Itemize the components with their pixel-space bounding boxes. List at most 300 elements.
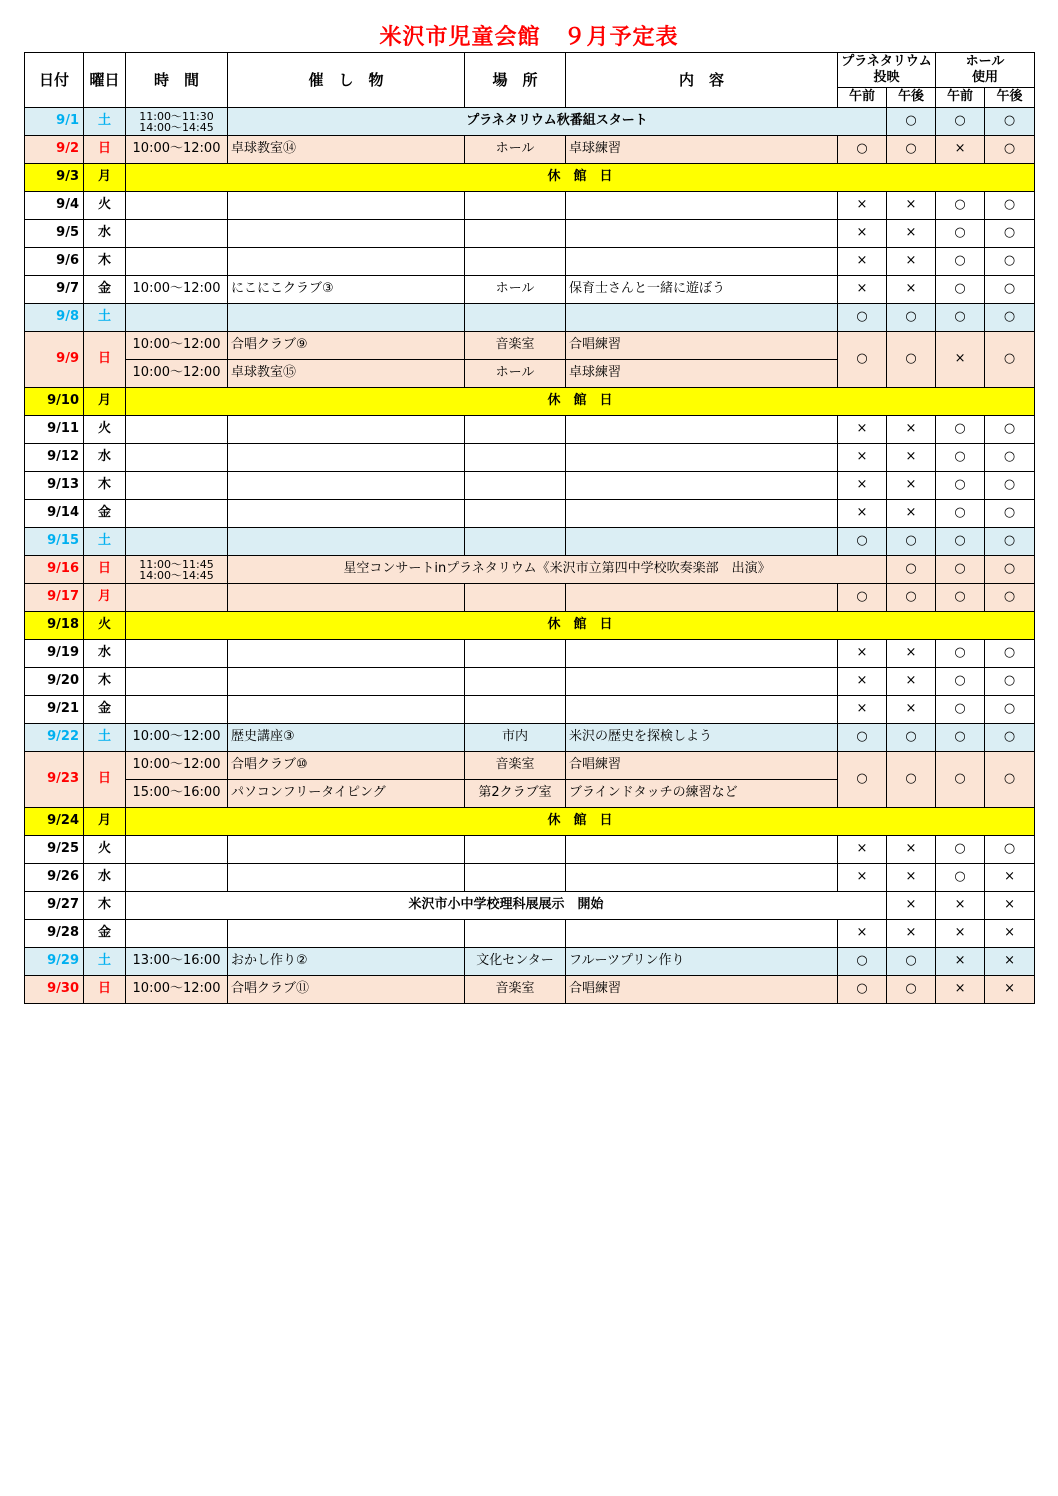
weekday-cell: 日 <box>84 752 126 808</box>
hall-pm-mark: ○ <box>985 640 1035 668</box>
header-planetarium-am: 午前 <box>838 87 887 107</box>
date-cell: 9/18 <box>25 612 84 640</box>
planetarium-pm-mark: × <box>887 248 936 276</box>
time-cell <box>126 472 228 500</box>
planetarium-am-mark: × <box>838 640 887 668</box>
weekday-cell: 木 <box>84 472 126 500</box>
event-cell: 合唱クラブ⑨ <box>228 332 465 360</box>
time-cell: 10:00～12:00 <box>126 976 228 1004</box>
schedule-table <box>24 52 1035 1004</box>
date-cell: 9/17 <box>25 584 84 612</box>
planetarium-pm-mark: × <box>887 416 936 444</box>
planetarium-am-mark: ○ <box>887 108 936 136</box>
planetarium-am-mark: × <box>838 220 887 248</box>
planetarium-pm-mark: × <box>887 192 936 220</box>
date-cell: 9/7 <box>25 276 84 304</box>
header-hall: ホール 使用 <box>936 53 1035 88</box>
header-planetarium-pm: 午後 <box>887 87 936 107</box>
content-cell <box>566 640 838 668</box>
planetarium-pm-mark: × <box>887 836 936 864</box>
planetarium-pm-mark: ○ <box>936 108 985 136</box>
content-cell: 卓球練習 <box>566 136 838 164</box>
weekday-cell: 木 <box>84 248 126 276</box>
schedule-row <box>25 864 1035 892</box>
content-cell <box>566 220 838 248</box>
weekday-cell: 土 <box>84 528 126 556</box>
time-cell: 10:00～12:00 <box>126 136 228 164</box>
header-event: 催 し 物 <box>228 53 465 108</box>
planetarium-am-mark: × <box>838 248 887 276</box>
schedule-row <box>25 668 1035 696</box>
weekday-cell: 火 <box>84 836 126 864</box>
hall-am-mark: ○ <box>936 416 985 444</box>
hall-pm-mark: ○ <box>985 472 1035 500</box>
weekday-cell: 木 <box>84 892 126 920</box>
event-cell: にこにこクラブ③ <box>228 276 465 304</box>
hall-pm-mark: ○ <box>985 752 1035 808</box>
date-cell: 9/10 <box>25 388 84 416</box>
content-cell <box>566 528 838 556</box>
time-cell: 10:00～12:00 <box>126 724 228 752</box>
hall-pm-mark: × <box>985 948 1035 976</box>
hall-am-mark: ○ <box>985 556 1035 584</box>
time-cell <box>126 500 228 528</box>
planetarium-pm-mark: × <box>887 640 936 668</box>
hall-am-mark: ○ <box>936 220 985 248</box>
weekday-cell: 日 <box>84 976 126 1004</box>
closed-label: 休 館 日 <box>126 612 1035 640</box>
event-banner: 米沢市小中学校理科展展示 開始 <box>126 892 887 920</box>
planetarium-am-mark: × <box>838 416 887 444</box>
content-cell <box>566 668 838 696</box>
schedule-row <box>25 500 1035 528</box>
date-cell: 9/8 <box>25 304 84 332</box>
schedule-row <box>25 332 1035 360</box>
time-cell <box>126 192 228 220</box>
content-cell <box>566 584 838 612</box>
place-cell <box>465 304 566 332</box>
planetarium-am-mark: × <box>838 500 887 528</box>
place-cell: ホール <box>465 276 566 304</box>
hall-am-mark: ○ <box>936 500 985 528</box>
planetarium-am-mark: × <box>838 864 887 892</box>
place-cell <box>465 444 566 472</box>
planetarium-am-mark: × <box>838 696 887 724</box>
schedule-row <box>25 472 1035 500</box>
time-cell <box>126 584 228 612</box>
planetarium-am-mark: × <box>838 444 887 472</box>
date-cell: 9/29 <box>25 948 84 976</box>
date-cell: 9/21 <box>25 696 84 724</box>
weekday-cell: 土 <box>84 724 126 752</box>
closed-label: 休 館 日 <box>126 388 1035 416</box>
date-cell: 9/27 <box>25 892 84 920</box>
time-cell: 10:00～12:00 <box>126 752 228 780</box>
hall-am-mark: ○ <box>936 528 985 556</box>
event-cell <box>228 836 465 864</box>
event-cell <box>228 668 465 696</box>
place-cell <box>465 584 566 612</box>
date-cell: 9/14 <box>25 500 84 528</box>
closed-label: 休 館 日 <box>126 164 1035 192</box>
hall-am-mark: ○ <box>936 192 985 220</box>
hall-am-mark: ○ <box>936 864 985 892</box>
planetarium-am-mark: ○ <box>838 332 887 388</box>
place-cell <box>465 668 566 696</box>
hall-pm-mark: ○ <box>985 528 1035 556</box>
place-cell <box>465 472 566 500</box>
schedule-row <box>25 304 1035 332</box>
event-cell <box>228 472 465 500</box>
event-cell: 合唱クラブ⑪ <box>228 976 465 1004</box>
schedule-row <box>25 836 1035 864</box>
schedule-row <box>25 528 1035 556</box>
time-cell <box>126 668 228 696</box>
planetarium-am-mark: ○ <box>838 724 887 752</box>
place-cell <box>465 416 566 444</box>
event-cell <box>228 696 465 724</box>
schedule-row <box>25 640 1035 668</box>
planetarium-am-mark: × <box>838 472 887 500</box>
event-cell <box>228 640 465 668</box>
time-cell <box>126 248 228 276</box>
place-cell <box>465 640 566 668</box>
place-cell: 文化センター <box>465 948 566 976</box>
weekday-cell: 水 <box>84 864 126 892</box>
time-cell <box>126 864 228 892</box>
weekday-cell: 火 <box>84 416 126 444</box>
date-cell: 9/28 <box>25 920 84 948</box>
hall-pm-mark: × <box>985 920 1035 948</box>
weekday-cell: 月 <box>84 808 126 836</box>
date-cell: 9/12 <box>25 444 84 472</box>
planetarium-pm-mark: × <box>887 444 936 472</box>
hall-am-mark: ○ <box>936 584 985 612</box>
planetarium-pm-mark: × <box>887 696 936 724</box>
date-cell: 9/13 <box>25 472 84 500</box>
content-cell <box>566 500 838 528</box>
hall-pm-mark: ○ <box>985 500 1035 528</box>
planetarium-am-mark: × <box>838 192 887 220</box>
place-cell <box>465 528 566 556</box>
date-cell: 9/26 <box>25 864 84 892</box>
date-cell: 9/19 <box>25 640 84 668</box>
place-cell <box>465 500 566 528</box>
planetarium-pm-mark: × <box>887 220 936 248</box>
planetarium-pm-mark: ○ <box>887 332 936 388</box>
hall-am-mark: ○ <box>936 276 985 304</box>
weekday-cell: 土 <box>84 948 126 976</box>
weekday-cell: 金 <box>84 500 126 528</box>
planetarium-am-mark: ○ <box>838 584 887 612</box>
time-cell <box>126 220 228 248</box>
date-cell: 9/6 <box>25 248 84 276</box>
schedule-row <box>25 444 1035 472</box>
weekday-cell: 金 <box>84 276 126 304</box>
event-cell: パソコンフリータイピング <box>228 780 465 808</box>
schedule-row <box>25 584 1035 612</box>
weekday-cell: 金 <box>84 920 126 948</box>
planetarium-am-mark: × <box>838 836 887 864</box>
header-time: 時 間 <box>126 53 228 108</box>
hall-pm-mark: ○ <box>985 220 1035 248</box>
planetarium-pm-mark: ○ <box>887 976 936 1004</box>
weekday-cell: 日 <box>84 556 126 584</box>
header-hall-pm: 午後 <box>985 87 1035 107</box>
schedule-row <box>25 388 1035 416</box>
schedule-row <box>25 416 1035 444</box>
header-dow: 曜日 <box>84 53 126 108</box>
header-content: 内 容 <box>566 53 838 108</box>
content-cell: 保育士さんと一緒に遊ぼう <box>566 276 838 304</box>
planetarium-am-mark: ○ <box>838 752 887 808</box>
time-cell <box>126 836 228 864</box>
weekday-cell: 日 <box>84 136 126 164</box>
planetarium-pm-mark: × <box>887 276 936 304</box>
date-cell: 9/4 <box>25 192 84 220</box>
planetarium-pm-mark: ○ <box>887 584 936 612</box>
place-cell <box>465 836 566 864</box>
weekday-cell: 土 <box>84 304 126 332</box>
event-cell <box>228 220 465 248</box>
planetarium-pm-mark: ○ <box>887 752 936 808</box>
content-cell <box>566 836 838 864</box>
hall-am-mark: × <box>985 892 1035 920</box>
date-cell: 9/23 <box>25 752 84 808</box>
content-cell: 合唱練習 <box>566 976 838 1004</box>
hall-pm-mark: ○ <box>985 836 1035 864</box>
hall-am-mark: ○ <box>936 640 985 668</box>
place-cell <box>465 864 566 892</box>
planetarium-am-mark: × <box>838 276 887 304</box>
planetarium-pm-mark: ○ <box>887 948 936 976</box>
content-cell <box>566 416 838 444</box>
date-cell: 9/1 <box>25 108 84 136</box>
place-cell: 市内 <box>465 724 566 752</box>
planetarium-pm-mark: × <box>887 668 936 696</box>
schedule-row <box>25 976 1035 1004</box>
time-cell: 11:00～11:45 14:00～14:45 <box>126 556 228 584</box>
date-cell: 9/22 <box>25 724 84 752</box>
planetarium-pm-mark: × <box>887 920 936 948</box>
place-cell: 音楽室 <box>465 332 566 360</box>
schedule-row <box>25 892 1035 920</box>
weekday-cell: 火 <box>84 612 126 640</box>
header-planetarium: プラネタリウム 投映 <box>838 53 936 88</box>
event-cell <box>228 584 465 612</box>
planetarium-am-mark: × <box>838 668 887 696</box>
hall-pm-mark: ○ <box>985 332 1035 388</box>
planetarium-am-mark: × <box>887 892 936 920</box>
schedule-row <box>25 808 1035 836</box>
planetarium-pm-mark: ○ <box>887 724 936 752</box>
event-cell <box>228 500 465 528</box>
schedule-row <box>25 248 1035 276</box>
header-hall-am: 午前 <box>936 87 985 107</box>
hall-pm-mark: × <box>985 864 1035 892</box>
weekday-cell: 日 <box>84 332 126 388</box>
weekday-cell: 水 <box>84 220 126 248</box>
place-cell: 音楽室 <box>465 752 566 780</box>
hall-pm-mark: ○ <box>985 444 1035 472</box>
header-place: 場 所 <box>465 53 566 108</box>
schedule-row <box>25 220 1035 248</box>
date-cell: 9/16 <box>25 556 84 584</box>
place-cell <box>465 192 566 220</box>
time-cell: 11:00～11:30 14:00～14:45 <box>126 108 228 136</box>
hall-pm-mark: ○ <box>985 696 1035 724</box>
content-cell <box>566 864 838 892</box>
time-cell <box>126 444 228 472</box>
hall-am-mark: × <box>936 920 985 948</box>
place-cell: 第2クラブ室 <box>465 780 566 808</box>
event-cell <box>228 528 465 556</box>
place-cell <box>465 696 566 724</box>
hall-am-mark: × <box>936 332 985 388</box>
weekday-cell: 月 <box>84 164 126 192</box>
event-cell <box>228 304 465 332</box>
event-cell: 歴史講座③ <box>228 724 465 752</box>
time-cell <box>126 696 228 724</box>
schedule-row <box>25 920 1035 948</box>
hall-pm-mark: ○ <box>985 668 1035 696</box>
time-cell <box>126 640 228 668</box>
event-cell: 合唱クラブ⑩ <box>228 752 465 780</box>
place-cell: 音楽室 <box>465 976 566 1004</box>
content-cell <box>566 696 838 724</box>
content-cell: 卓球練習 <box>566 360 838 388</box>
date-cell: 9/2 <box>25 136 84 164</box>
hall-am-mark: ○ <box>936 668 985 696</box>
content-cell: 合唱練習 <box>566 332 838 360</box>
event-cell <box>228 920 465 948</box>
event-cell <box>228 864 465 892</box>
schedule-row <box>25 192 1035 220</box>
hall-am-mark: ○ <box>936 304 985 332</box>
hall-am-mark: × <box>936 136 985 164</box>
time-cell <box>126 416 228 444</box>
date-cell: 9/30 <box>25 976 84 1004</box>
date-cell: 9/20 <box>25 668 84 696</box>
planetarium-pm-mark: ○ <box>887 136 936 164</box>
hall-am-mark: × <box>936 948 985 976</box>
planetarium-am-mark: × <box>838 920 887 948</box>
planetarium-pm-mark: ○ <box>887 304 936 332</box>
content-cell <box>566 472 838 500</box>
event-cell: おかし作り② <box>228 948 465 976</box>
event-cell: 卓球教室⑭ <box>228 136 465 164</box>
date-cell: 9/9 <box>25 332 84 388</box>
date-cell: 9/24 <box>25 808 84 836</box>
planetarium-pm-mark: × <box>936 892 985 920</box>
time-cell: 10:00～12:00 <box>126 276 228 304</box>
planetarium-am-mark: ○ <box>838 528 887 556</box>
planetarium-am-mark: ○ <box>838 976 887 1004</box>
event-cell <box>228 416 465 444</box>
event-cell: 卓球教室⑮ <box>228 360 465 388</box>
hall-pm-mark: ○ <box>985 276 1035 304</box>
place-cell <box>465 920 566 948</box>
hall-am-mark: × <box>936 976 985 1004</box>
date-cell: 9/3 <box>25 164 84 192</box>
planetarium-am-mark: ○ <box>887 556 936 584</box>
time-cell <box>126 304 228 332</box>
weekday-cell: 月 <box>84 584 126 612</box>
event-cell <box>228 444 465 472</box>
time-cell: 13:00～16:00 <box>126 948 228 976</box>
schedule-body <box>25 108 1035 1004</box>
planetarium-am-mark: ○ <box>838 136 887 164</box>
date-cell: 9/15 <box>25 528 84 556</box>
date-cell: 9/11 <box>25 416 84 444</box>
hall-pm-mark: ○ <box>985 192 1035 220</box>
weekday-cell: 水 <box>84 444 126 472</box>
schedule-row <box>25 948 1035 976</box>
hall-pm-mark: ○ <box>985 248 1035 276</box>
hall-pm-mark: ○ <box>985 136 1035 164</box>
weekday-cell: 金 <box>84 696 126 724</box>
event-cell <box>228 192 465 220</box>
planetarium-pm-mark: × <box>887 864 936 892</box>
schedule-row <box>25 276 1035 304</box>
content-cell: フルーツプリン作り <box>566 948 838 976</box>
planetarium-pm-mark: × <box>887 472 936 500</box>
schedule-row <box>25 108 1035 136</box>
time-cell <box>126 528 228 556</box>
time-cell: 15:00～16:00 <box>126 780 228 808</box>
planetarium-pm-mark: ○ <box>936 556 985 584</box>
hall-am-mark: ○ <box>985 108 1035 136</box>
time-cell <box>126 920 228 948</box>
header-date: 日付 <box>25 53 84 108</box>
schedule-row <box>25 724 1035 752</box>
closed-label: 休 館 日 <box>126 808 1035 836</box>
page-title: 米沢市児童会館 ９月予定表 <box>379 25 679 50</box>
planetarium-am-mark: ○ <box>838 304 887 332</box>
schedule-row <box>25 556 1035 584</box>
hall-pm-mark: ○ <box>985 584 1035 612</box>
event-banner: 星空コンサートinプラネタリウム《米沢市立第四中学校吹奏楽部 出演》 <box>228 556 887 584</box>
weekday-cell: 木 <box>84 668 126 696</box>
schedule-row <box>25 136 1035 164</box>
place-cell <box>465 220 566 248</box>
content-cell: 合唱練習 <box>566 752 838 780</box>
hall-am-mark: ○ <box>936 752 985 808</box>
place-cell: ホール <box>465 360 566 388</box>
time-cell: 10:00～12:00 <box>126 332 228 360</box>
planetarium-pm-mark: ○ <box>887 528 936 556</box>
weekday-cell: 土 <box>84 108 126 136</box>
content-cell: 米沢の歴史を探検しよう <box>566 724 838 752</box>
weekday-cell: 水 <box>84 640 126 668</box>
content-cell <box>566 248 838 276</box>
planetarium-pm-mark: × <box>887 500 936 528</box>
hall-pm-mark: ○ <box>985 724 1035 752</box>
hall-am-mark: ○ <box>936 444 985 472</box>
date-cell: 9/25 <box>25 836 84 864</box>
hall-pm-mark: ○ <box>985 304 1035 332</box>
event-cell <box>228 248 465 276</box>
content-cell <box>566 920 838 948</box>
hall-pm-mark: × <box>985 976 1035 1004</box>
hall-am-mark: ○ <box>936 724 985 752</box>
hall-am-mark: ○ <box>936 696 985 724</box>
planetarium-am-mark: ○ <box>838 948 887 976</box>
date-cell: 9/5 <box>25 220 84 248</box>
place-cell <box>465 248 566 276</box>
event-banner: プラネタリウム秋番組スタート <box>228 108 887 136</box>
schedule-row <box>25 612 1035 640</box>
